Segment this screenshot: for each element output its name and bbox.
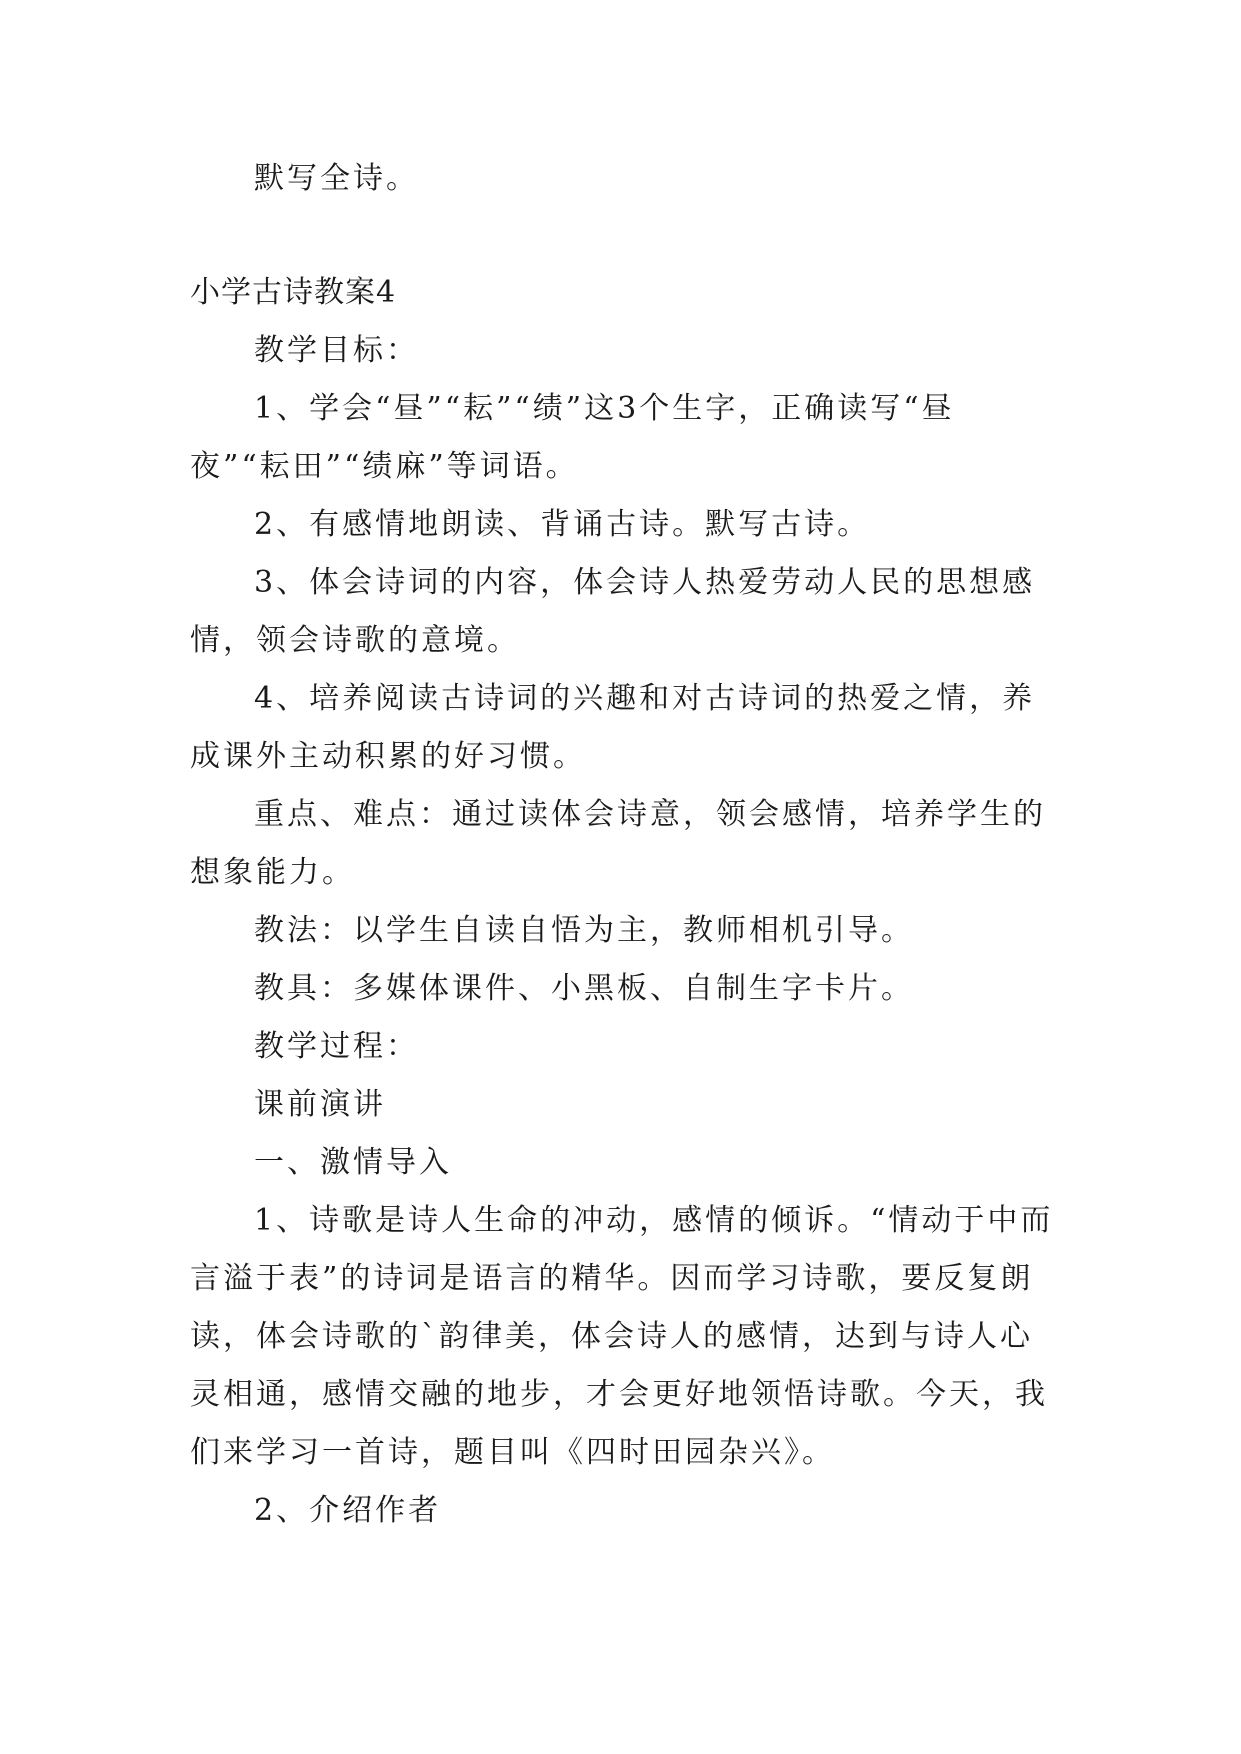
paragraph-objective-4-line-1: 4、培养阅读古诗词的兴趣和对古诗词的热爱之情，养 [254,681,1036,716]
paragraph-objectives-heading: 教学目标： [254,333,419,368]
paragraph-teaching-method: 教法：以学生自读自悟为主，教师相机引导。 [254,913,914,948]
paragraph-intro-line-5: 们来学习一首诗，题目叫《四时田园杂兴》。 [190,1435,835,1470]
paragraph-objective-1-line-1: 1、学会“昼”“耘”“绩”这3个生字，正确读写“昼 [254,391,955,426]
intro-line: 默写全诗。 [254,161,419,196]
paragraph-key-points-line-2: 想象能力。 [190,855,355,890]
paragraph-teaching-aids: 教具：多媒体课件、小黑板、自制生字卡片。 [254,971,914,1006]
document-page [190,150,1060,1540]
paragraph-objective-3-line-2: 情，领会诗歌的意境。 [190,623,520,658]
paragraph-intro-line-1: 1、诗歌是诗人生命的冲动，感情的倾诉。“情动于中而 [254,1203,1054,1238]
paragraph-introduce-author: 2、介绍作者 [254,1493,442,1528]
paragraph-step-1-heading: 一、激情导入 [254,1145,452,1180]
paragraph-intro-line-2: 言溢于表”的诗词是语言的精华。因而学习诗歌，要反复朗 [190,1261,1034,1296]
paragraph-intro-line-4: 灵相通，感情交融的地步，才会更好地领悟诗歌。今天，我 [190,1377,1048,1412]
section-title: 小学古诗教案4 [190,275,397,310]
paragraph-intro-line-3: 读，体会诗歌的`韵律美，体会诗人的感情，达到与诗人心 [190,1319,1033,1354]
paragraph-objective-3-line-1: 3、体会诗词的内容，体会诗人热爱劳动人民的思想感 [254,565,1036,600]
paragraph-objective-2: 2、有感情地朗读、背诵古诗。默写古诗。 [254,507,871,542]
paragraph-pre-class-speech: 课前演讲 [254,1087,386,1122]
paragraph-objective-4-line-2: 成课外主动积累的好习惯。 [190,739,586,774]
paragraph-objective-1-line-2: 夜”“耘田”“绩麻”等词语。 [190,449,579,484]
paragraph-process-heading: 教学过程： [254,1029,419,1064]
paragraph-key-points-line-1: 重点、难点：通过读体会诗意，领会感情，培养学生的 [254,797,1046,832]
